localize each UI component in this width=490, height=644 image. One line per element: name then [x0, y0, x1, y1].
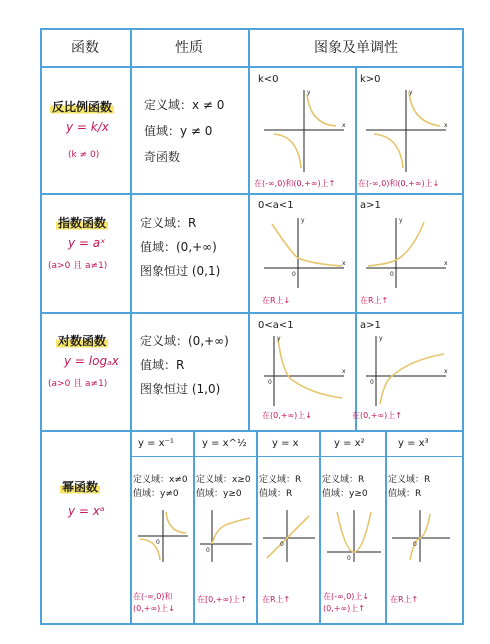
inverse-g1-mono: 在(-∞,0)和(0,+∞)上↑ [254, 179, 336, 188]
origin-label: 0 [347, 555, 351, 562]
power-col3-domain: 定义域：R [259, 475, 302, 485]
header-properties: 性质 [175, 40, 203, 56]
power-col3-mono1: 在R上↑ [262, 595, 291, 604]
curve-right [307, 94, 336, 126]
curve-left [374, 134, 403, 168]
power-graph-cube [390, 508, 452, 564]
x-label: x [444, 122, 448, 129]
inverse-domain: 定义域：x ≠ 0 [144, 98, 225, 112]
power-col4-mono2: (0,+∞)上↑ [323, 604, 365, 613]
origin-label: 0 [370, 379, 374, 386]
inverse-condition: (k ≠ 0) [68, 150, 100, 160]
y-label: y [409, 89, 413, 96]
y-label: y [277, 335, 281, 342]
exp-g1-label: 0<a<1 [258, 200, 294, 211]
y-label: y [399, 217, 403, 224]
curve-left [274, 134, 301, 168]
log-name: 对数函数 [58, 334, 107, 348]
exp-name: 指数函数 [58, 216, 107, 230]
col-divider [248, 28, 250, 430]
power-col1-domain: 定义域：x≠0 [133, 475, 188, 485]
col-divider [256, 430, 258, 624]
origin-label: 0 [206, 547, 210, 554]
inverse-formula: y = k/x [66, 120, 109, 134]
curve [380, 354, 444, 404]
curve-right [409, 92, 440, 126]
power-col5-domain: 定义域：R [388, 475, 431, 485]
power-col5-mono1: 在R上↑ [390, 595, 419, 604]
x-label: x [342, 122, 346, 129]
power-col1-mono1: 在(-∞,0)和 [133, 592, 173, 601]
power-col2-range: 值域：y≥0 [196, 489, 242, 499]
exp-g1-mono: 在R上↓ [262, 296, 291, 305]
power-col2-title: y = x^½ [202, 438, 247, 449]
log-point: 图象恒过 (1,0) [140, 382, 221, 396]
origin-label: 0 [268, 379, 272, 386]
x-label: x [342, 368, 346, 375]
curve [278, 338, 342, 398]
curve [212, 518, 250, 544]
curve [267, 516, 309, 558]
y-label: y [301, 217, 305, 224]
log-formula: y = logₐx [64, 354, 119, 368]
exp-g2-mono: 在R上↑ [360, 296, 389, 305]
origin-label: 0 [390, 271, 394, 278]
power-col1-mono2: (0,+∞)上↓ [133, 604, 175, 613]
y-label: y [307, 89, 311, 96]
col-divider [355, 66, 357, 430]
exp-g2-label: a>1 [360, 200, 381, 211]
log-g2-mono: 在(0,+∞)上↑ [352, 411, 402, 420]
power-col5-title: y = x³ [398, 438, 429, 449]
power-subheader-divider [130, 456, 464, 457]
col-divider [385, 430, 387, 624]
exp-formula: y = aˣ [68, 236, 106, 250]
power-col4-range: 值域：y≥0 [322, 489, 368, 499]
inverse-g1-label: k<0 [258, 74, 279, 85]
col-divider [319, 430, 321, 624]
power-col2-mono1: 在[0,+∞)上↑ [197, 595, 247, 604]
power-formula: y = xᵃ [68, 504, 105, 518]
y-label: y [379, 335, 383, 342]
exp-domain: 定义域：R [140, 216, 197, 230]
log-graph-decreasing [262, 332, 346, 408]
log-g1-mono: 在(0,+∞)上↓ [262, 411, 312, 420]
inverse-name: 反比例函数 [52, 100, 113, 114]
power-col4-domain: 定义域：R [322, 475, 365, 485]
row-divider [40, 430, 464, 432]
col-divider [130, 28, 132, 624]
inverse-range: 值域：y ≠ 0 [144, 124, 213, 138]
power-col5-range: 值域：R [388, 489, 422, 499]
power-col4-mono1: 在(-∞,0)上↓ [323, 592, 370, 601]
row-divider [40, 312, 464, 314]
origin-label: 0 [413, 541, 417, 548]
log-graph-increasing [364, 332, 448, 408]
power-name: 幂函数 [62, 480, 99, 494]
inverse-g2-mono: 在(-∞,0)和(0,+∞)上↓ [358, 179, 440, 188]
inverse-graph-k-neg [262, 86, 346, 174]
border-left [40, 28, 42, 624]
log-g1-label: 0<a<1 [258, 320, 294, 331]
power-col4-title: y = x² [334, 438, 365, 449]
inverse-parity: 奇函数 [144, 150, 181, 164]
exp-graph-decreasing [262, 214, 346, 290]
curve [272, 224, 342, 266]
log-g2-label: a>1 [360, 320, 381, 331]
inverse-graph-k-pos [364, 86, 448, 174]
power-graph-x-inv [136, 508, 190, 564]
power-col3-range: 值域：R [259, 489, 293, 499]
border-right [462, 28, 464, 624]
inverse-g2-label: k>0 [360, 74, 381, 85]
exp-condition: (a>0 且 a≠1) [48, 261, 108, 271]
x-label: x [444, 368, 448, 375]
origin-label: 0 [156, 539, 160, 546]
curve-right [166, 512, 186, 533]
power-graph-linear [261, 508, 317, 564]
power-col1-range: 值域：y≠0 [133, 489, 179, 499]
exp-range: 值域：(0,+∞) [140, 240, 217, 254]
log-range: 值域：R [140, 358, 185, 372]
log-domain: 定义域：(0,+∞) [140, 334, 229, 348]
log-condition: (a>0 且 a≠1) [48, 379, 108, 389]
origin-label: 0 [280, 541, 284, 548]
x-label: x [444, 260, 448, 267]
power-col1-title: y = x⁻¹ [138, 438, 174, 449]
power-graph-square [325, 508, 383, 564]
row-divider [40, 66, 464, 68]
exp-graph-increasing [364, 214, 448, 290]
function-table [40, 28, 464, 624]
power-col2-domain: 定义域：x≥0 [196, 475, 251, 485]
header-graph: 图象及单调性 [314, 40, 398, 56]
header-function: 函数 [71, 40, 99, 56]
origin-label: 0 [292, 271, 296, 278]
col-divider [193, 430, 195, 624]
power-col3-title: y = x [272, 438, 299, 449]
row-divider [40, 193, 464, 195]
exp-point: 图象恒过 (0,1) [140, 264, 221, 278]
power-graph-sqrt [198, 508, 254, 564]
x-label: x [342, 260, 346, 267]
border-bottom [40, 623, 464, 625]
